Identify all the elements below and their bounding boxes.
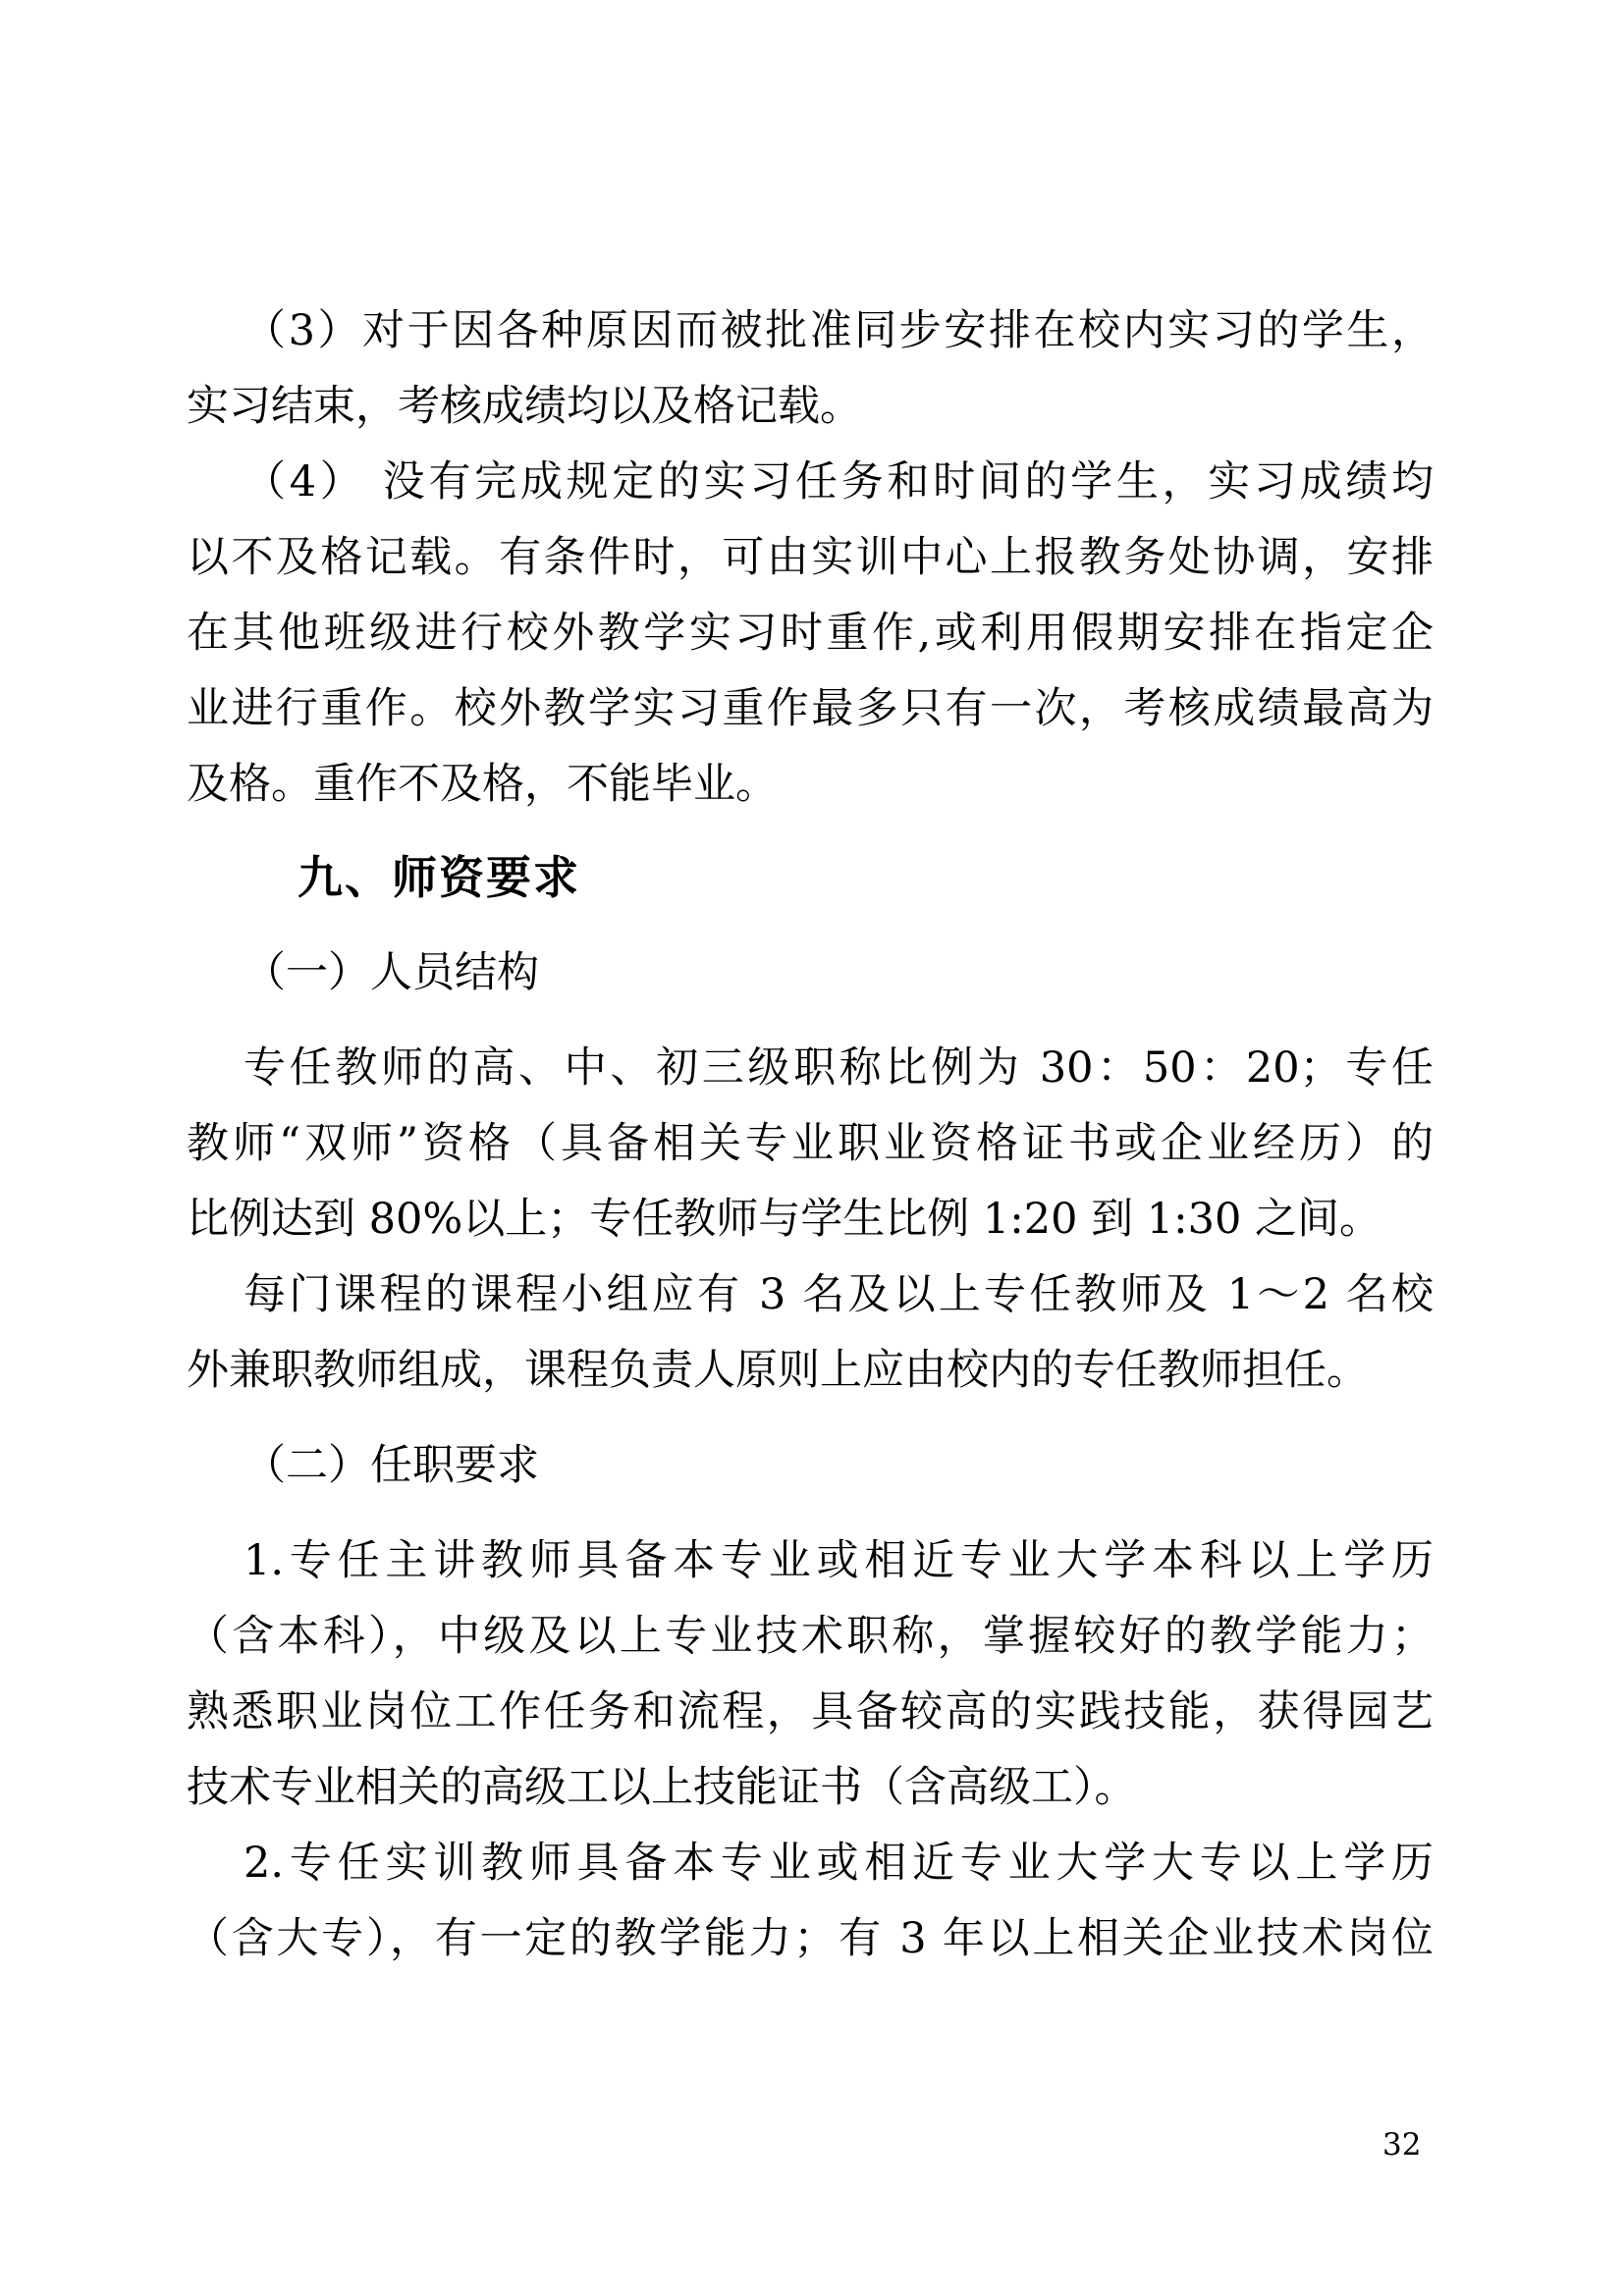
body-line: 在其他班级进行校外教学实习时重作,或利用假期安排在指定企 bbox=[187, 609, 1434, 658]
text-block bbox=[187, 294, 1434, 1977]
body-line: （4） 没有完成规定的实习任务和时间的学生，实习成绩均 bbox=[244, 457, 1434, 507]
body-line: 及格。重作不及格，不能毕业。 bbox=[187, 760, 778, 809]
body-line: 比例达到 80%以上；专任教师与学生比例 1:20 到 1:30 之间。 bbox=[187, 1195, 1382, 1244]
subsection-heading-2: （二）任职要求 bbox=[244, 1441, 539, 1490]
body-line: 熟悉职业岗位工作任务和流程，具备较高的实践技能，获得园艺 bbox=[187, 1687, 1434, 1736]
page-number: 32 bbox=[1382, 2127, 1422, 2163]
body-line: 实习结束，考核成绩均以及格记载。 bbox=[187, 382, 862, 431]
body-line: 每门课程的课程小组应有 3 名及以上专任教师及 1～2 名校 bbox=[244, 1270, 1434, 1319]
body-line: 1.专任主讲教师具备本专业或相近专业大学本科以上学历 bbox=[244, 1536, 1434, 1585]
body-line: （3）对于因各种原因而被批准同步安排在校内实习的学生， bbox=[244, 306, 1434, 355]
body-line: （含本科），中级及以上专业技术职称，掌握较好的教学能力； bbox=[187, 1612, 1434, 1661]
body-line: 外兼职教师组成，课程负责人原则上应由校内的专任教师担任。 bbox=[187, 1346, 1369, 1395]
body-line: 2.专任实训教师具备本专业或相近专业大学大专以上学历 bbox=[244, 1839, 1434, 1888]
body-line: 业进行重作。校外教学实习重作最多只有一次，考核成绩最高为 bbox=[187, 684, 1434, 733]
body-line: 以不及格记载。有条件时，可由实训中心上报教务处协调，安排 bbox=[187, 533, 1434, 582]
body-line: 专任教师的高、中、初三级职称比例为 30：50：20；专任 bbox=[244, 1043, 1434, 1093]
section-heading-9: 九、师资要求 bbox=[298, 851, 580, 904]
body-line: 技术专业相关的高级工以上技能证书（含高级工）。 bbox=[187, 1763, 1137, 1812]
body-line: 教师“双师”资格（具备相关专业职业资格证书或企业经历）的 bbox=[187, 1119, 1434, 1168]
body-line: （含大专），有一定的教学能力；有 3 年以上相关企业技术岗位 bbox=[187, 1914, 1434, 1963]
subsection-heading-1: （一）人员结构 bbox=[244, 948, 539, 997]
